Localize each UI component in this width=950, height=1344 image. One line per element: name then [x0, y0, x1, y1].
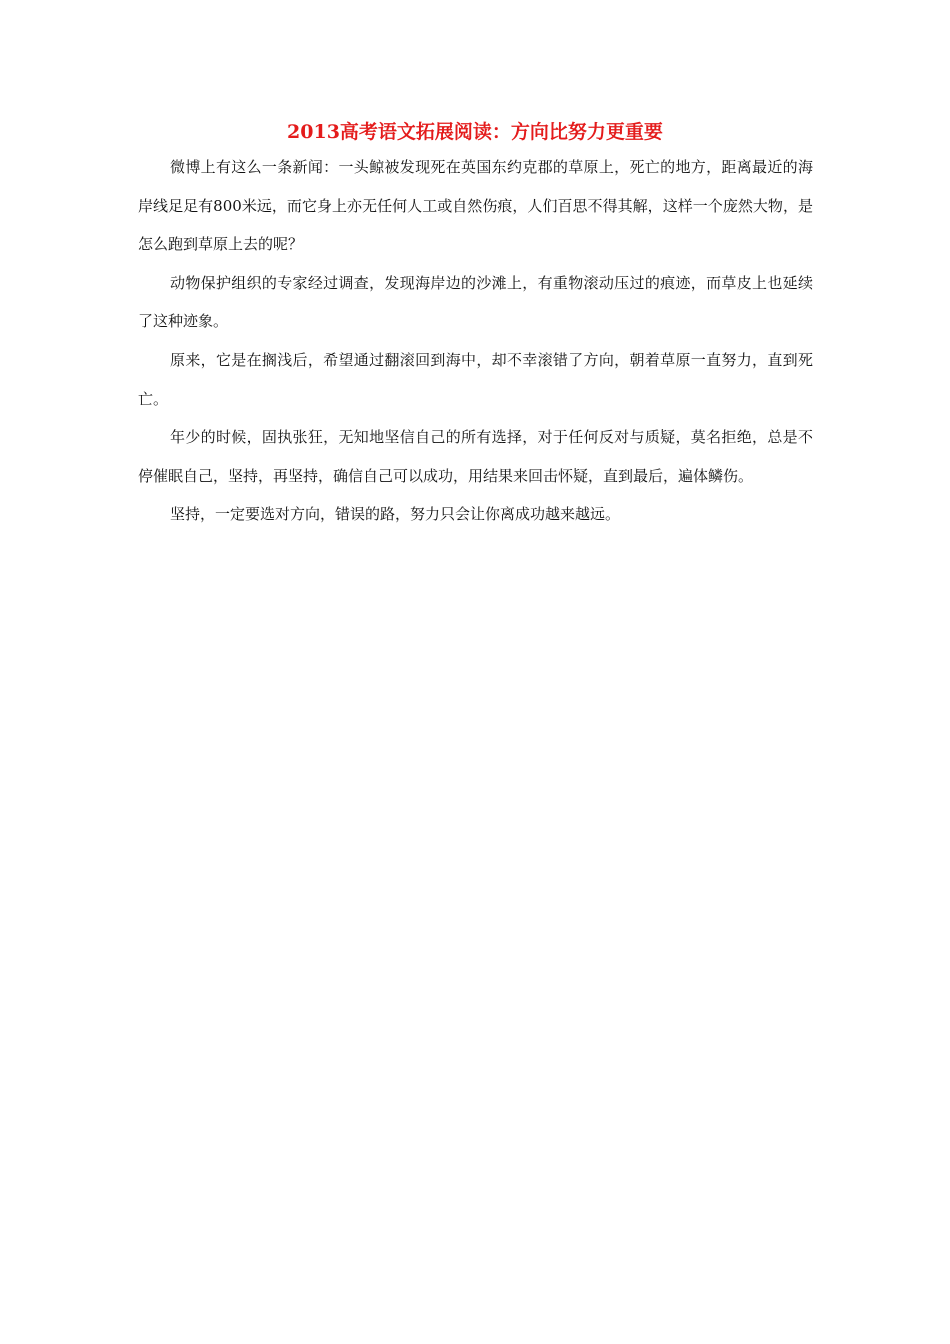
paragraph-1: 微博上有这么一条新闻：一头鲸被发现死在英国东约克郡的草原上，死亡的地方，距离最近的海岸线足足有800米远，而它身上亦无任何人工或自然伤痕，人们百思不得其解，这样一个庞然大物，是怎么跑到草原上去的呢？ [138, 158, 813, 254]
document-body [138, 148, 813, 534]
paragraph-3: 原来，它是在搁浅后，希望通过翻滚回到海中，却不幸滚错了方向，朝着草原一直努力，直到死亡。 [138, 350, 813, 408]
paragraph-5: 坚持，一定要选对方向，错误的路，努力只会让你离成功越来越远。 [170, 505, 621, 524]
document-title: 2013高考语文拓展阅读：方向比努力更重要 [287, 121, 663, 143]
paragraph-4: 年少的时候，固执张狂，无知地坚信自己的所有选择，对于任何反对与质疑，莫名拒绝，总是不停催眠自己，坚持，再坚持，确信自己可以成功，用结果来回击怀疑，直到最后，遍体鳞伤。 [138, 428, 813, 485]
paragraph-2: 动物保护组织的专家经过调查，发现海岸边的沙滩上，有重物滚动压过的痕迹，而草皮上也延续了这种迹象。 [138, 273, 813, 331]
